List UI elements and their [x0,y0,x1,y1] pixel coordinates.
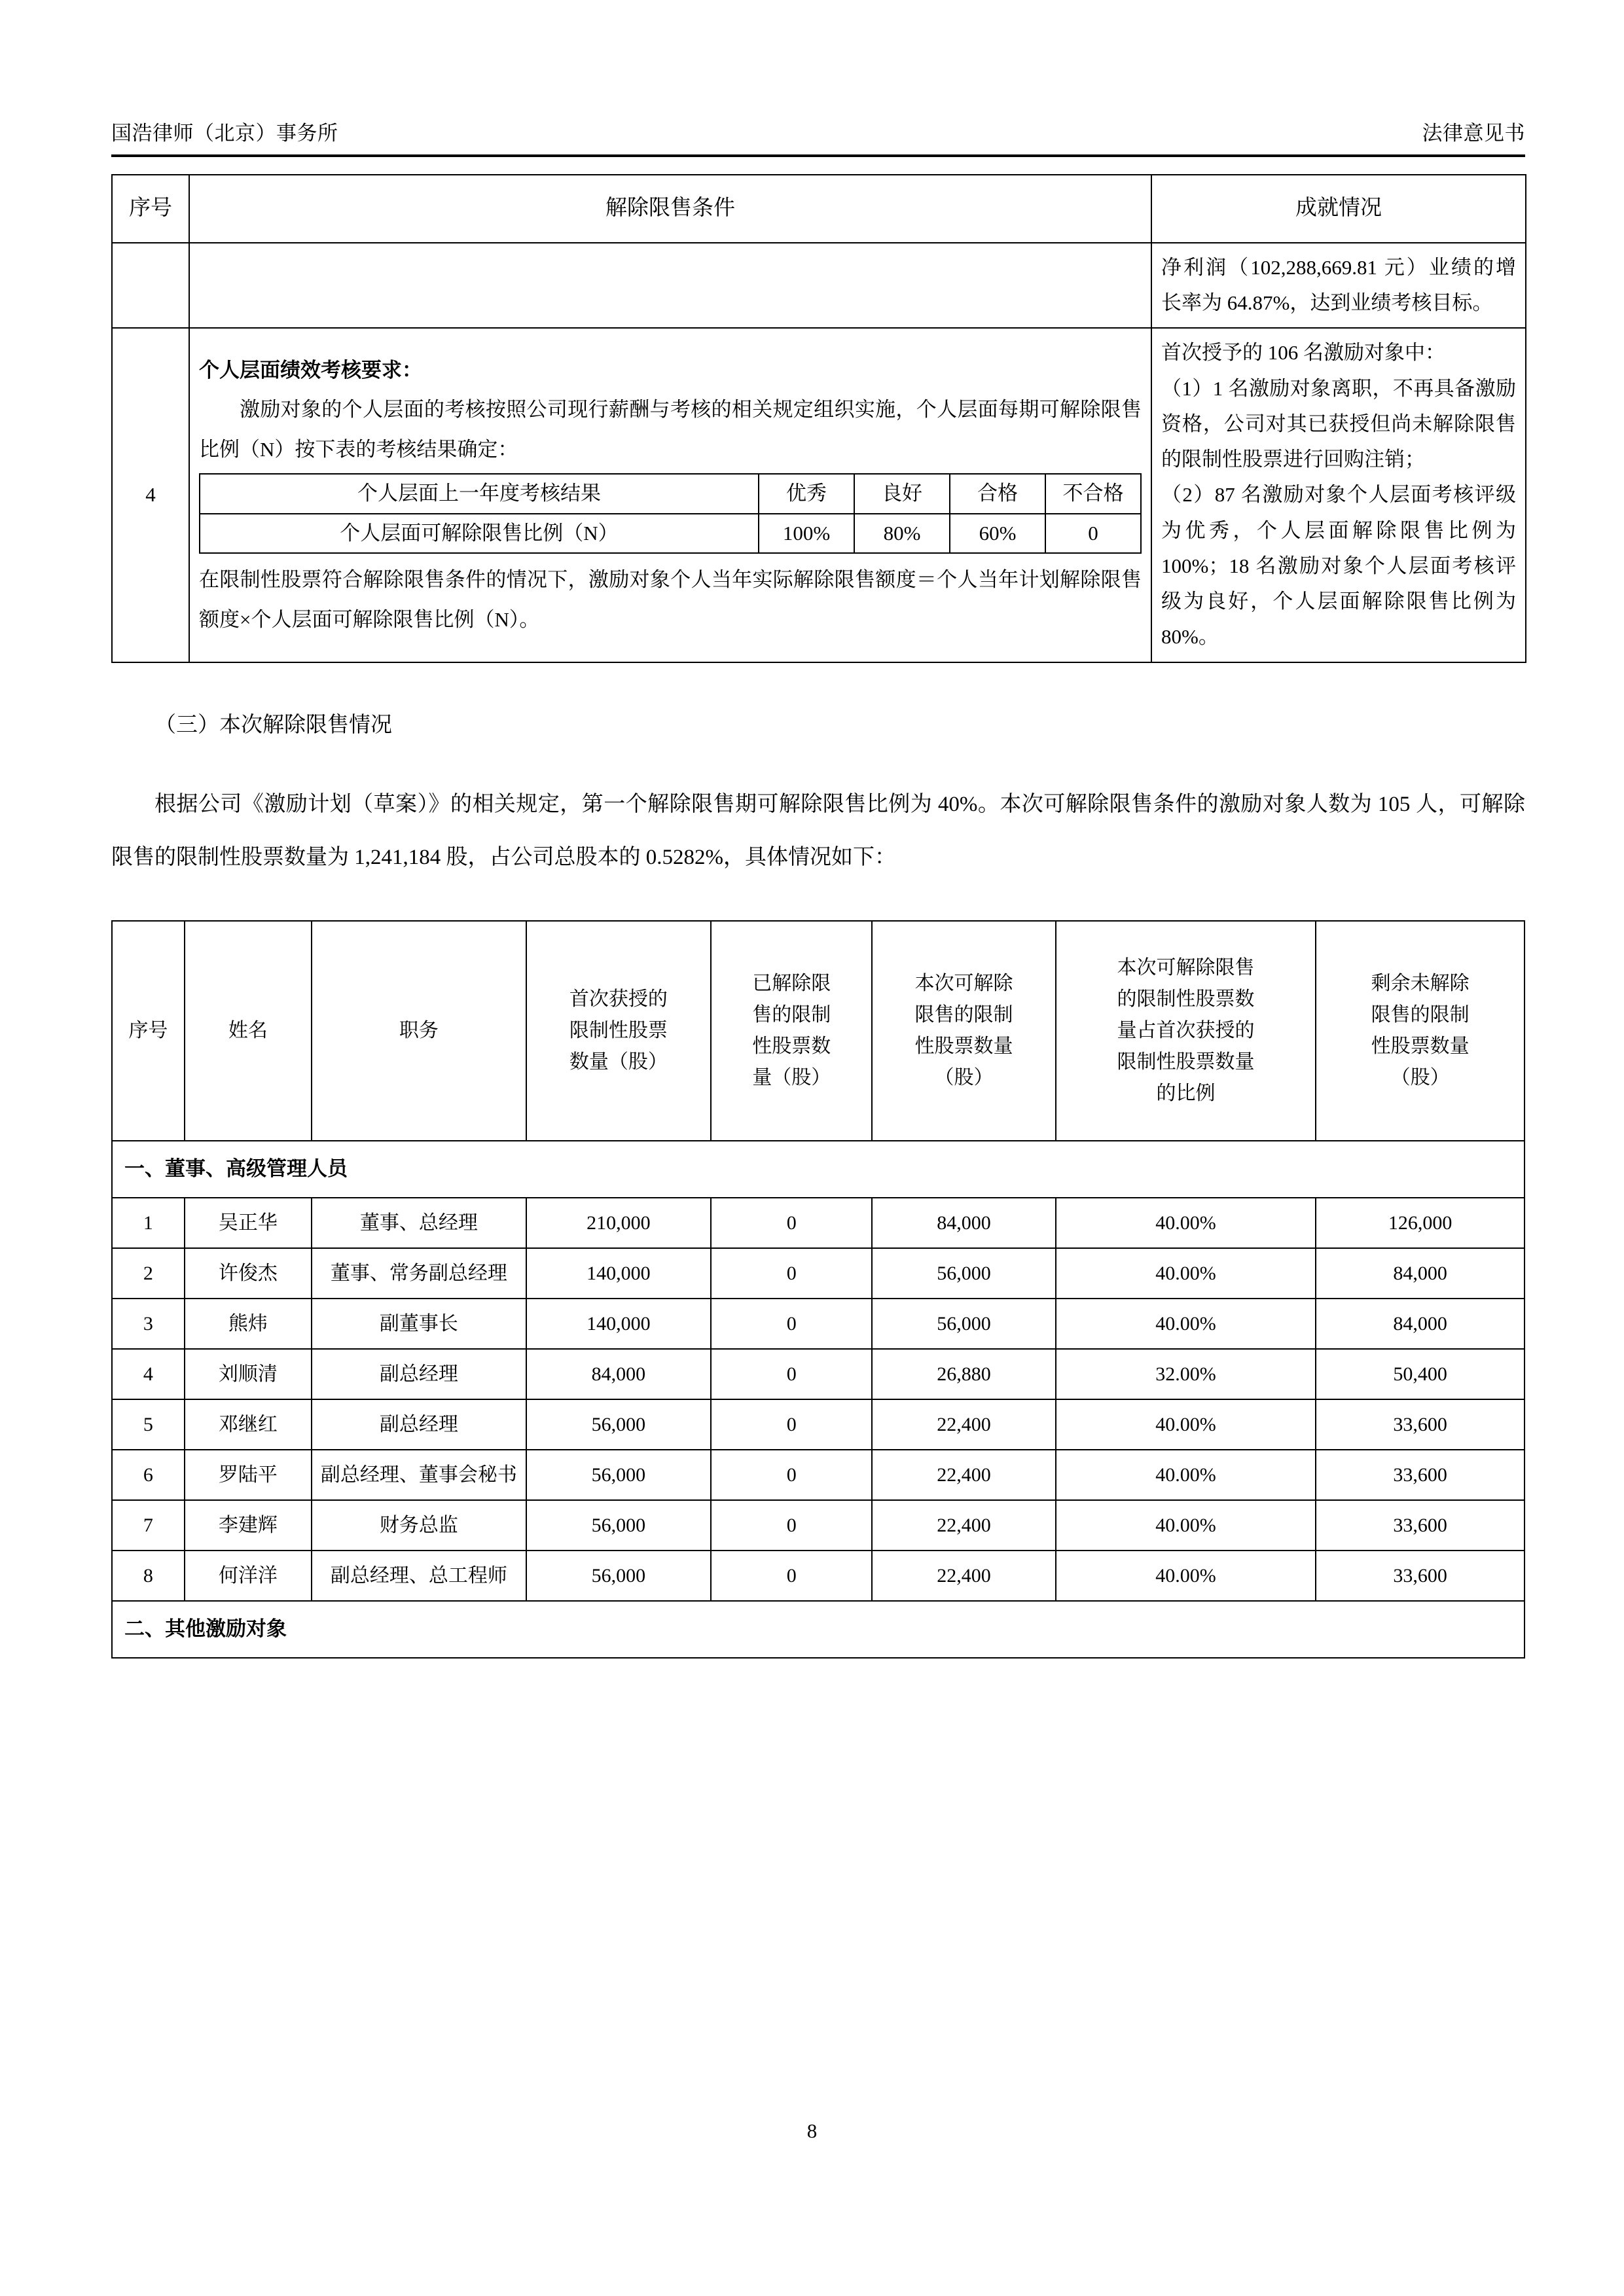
cell-name: 许俊杰 [185,1248,312,1299]
cell-seq: 4 [112,328,189,662]
cell-seq: 7 [112,1500,185,1551]
cell-ratio: 40.00% [1056,1198,1316,1248]
cell-granted: 56,000 [526,1551,711,1601]
col-header-status: 成就情况 [1151,175,1526,243]
cell-title: 财务总监 [312,1500,526,1551]
cell-remaining: 33,600 [1316,1399,1525,1450]
cell-title: 副总经理 [312,1399,526,1450]
cell-current: 22,400 [872,1500,1055,1551]
cell-ratio: 32.00% [1056,1349,1316,1399]
cell-remaining: 50,400 [1316,1349,1525,1399]
cell-current: 22,400 [872,1551,1055,1601]
cell-name: 吴正华 [185,1198,312,1248]
cell-current: 26,880 [872,1349,1055,1399]
table-row [112,1500,1525,1551]
cell-name: 李建辉 [185,1500,312,1551]
cell-released: 0 [711,1450,872,1500]
cell-remaining: 126,000 [1316,1198,1525,1248]
cell-condition [189,243,1151,329]
table-row [112,1198,1525,1248]
cell-remaining: 33,600 [1316,1551,1525,1601]
unlock-holders-table [111,920,1525,1658]
inner-cell-grade: 不合格 [1045,474,1141,514]
firm-name: 国浩律师（北京）事务所 [111,122,338,145]
status-line-0: 首次授予的 106 名激励对象中： [1161,341,1445,365]
cell-seq: 1 [112,1198,185,1248]
document-type: 法律意见书 [1422,122,1525,145]
cell-title: 副总经理 [312,1349,526,1399]
col-header-current: 本次可解除 限售的限制 性股票数量 （股） [872,921,1055,1141]
running-header [111,121,1525,145]
cell-title: 副总经理、总工程师 [312,1551,526,1601]
inner-cell-ratio: 80% [854,514,950,554]
section-heading: （三）本次解除限售情况 [154,713,392,737]
cell-granted: 84,000 [526,1349,711,1399]
cell-remaining: 84,000 [1316,1299,1525,1349]
inner-cell-ratio: 0 [1045,514,1141,554]
condition-title: 个人层面绩效考核要求： [199,358,422,382]
cell-ratio: 40.00% [1056,1450,1316,1500]
cell-seq [112,243,189,329]
condition-paragraph-2: 在限制性股票符合解除限售条件的情况下，激励对象个人当年实际解除限售额度＝个人当年计划解除限售额度×个人层面可解除限售比例（N）。 [199,568,1142,631]
header-divider [111,154,1525,157]
cell-granted: 56,000 [526,1450,711,1500]
cell-status [1151,328,1526,662]
cell-ratio: 40.00% [1056,1399,1316,1450]
status-line-1: （1）1 名激励对象离职，不再具备激励资格，公司对其已获授但尚未解除限售的限制性股票进行回购注销； [1161,376,1516,471]
cell-current: 56,000 [872,1299,1055,1349]
condition-paragraph-1: 激励对象的个人层面的考核按照公司现行薪酬与考核的相关规定组织实施，个人层面每期可解除限售比例（N）按下表的考核结果确定： [199,398,1142,461]
cell-name: 刘顺清 [185,1349,312,1399]
cell-name: 邓继红 [185,1399,312,1450]
group-label: 二、其他激励对象 [112,1601,1525,1658]
cell-title: 董事、总经理 [312,1198,526,1248]
unlock-conditions-table [111,174,1526,663]
cell-seq: 3 [112,1299,185,1349]
table-row [112,1450,1525,1500]
cell-title: 副总经理、董事会秘书 [312,1450,526,1500]
cell-seq: 2 [112,1248,185,1299]
table-row [112,1399,1525,1450]
col-header-seq: 序号 [112,175,189,243]
col-header-condition: 解除限售条件 [189,175,1151,243]
cell-ratio: 40.00% [1056,1299,1316,1349]
cell-title: 副董事长 [312,1299,526,1349]
cell-status: 净利润（102,288,669.81 元）业绩的增长率为 64.87%，达到业绩考核目标。 [1151,243,1526,329]
cell-granted: 210,000 [526,1198,711,1248]
inner-row-label: 个人层面可解除限售比例（N） [200,514,759,554]
group-label: 一、董事、高级管理人员 [112,1141,1525,1198]
cell-current: 22,400 [872,1399,1055,1450]
table-row [112,1248,1525,1299]
cell-ratio: 40.00% [1056,1500,1316,1551]
cell-released: 0 [711,1500,872,1551]
cell-ratio: 40.00% [1056,1248,1316,1299]
col-header-remaining: 剩余未解除 限售的限制 性股票数量 （股） [1316,921,1525,1141]
cell-remaining: 33,600 [1316,1450,1525,1500]
cell-granted: 56,000 [526,1500,711,1551]
cell-current: 84,000 [872,1198,1055,1248]
cell-seq: 4 [112,1349,185,1399]
cell-released: 0 [711,1248,872,1299]
inner-cell-grade: 优秀 [759,474,854,514]
table-row [112,1299,1525,1349]
cell-ratio: 40.00% [1056,1551,1316,1601]
table-row [112,328,1526,662]
cell-name: 熊炜 [185,1299,312,1349]
group-heading-row [112,1601,1525,1658]
cell-granted: 140,000 [526,1299,711,1349]
page-number: 8 [806,2119,818,2142]
cell-released: 0 [711,1399,872,1450]
col-header-granted: 首次获授的 限制性股票 数量（股） [526,921,711,1141]
cell-released: 0 [711,1349,872,1399]
table-row [112,1349,1525,1399]
inner-cell-ratio: 100% [759,514,854,554]
cell-current: 56,000 [872,1248,1055,1299]
cell-seq: 8 [112,1551,185,1601]
status-line-2: （2）87 名激励对象个人层面考核评级为优秀，个人层面解除限售比例为 100%；18 名激励对象个人层面考核评级为良好，个人层面解除限售比例为 80%。 [1161,483,1516,649]
inner-table-row [200,474,1141,514]
cell-released: 0 [711,1299,872,1349]
cell-remaining: 33,600 [1316,1500,1525,1551]
col-header-name: 姓名 [185,921,312,1141]
cell-name: 罗陆平 [185,1450,312,1500]
inner-table-row [200,514,1141,554]
inner-cell-grade: 良好 [854,474,950,514]
col-header-released: 已解除限 售的限制 性股票数 量（股） [711,921,872,1141]
inner-row-label: 个人层面上一年度考核结果 [200,474,759,514]
cell-name: 何洋洋 [185,1551,312,1601]
appraisal-ratio-table [199,473,1142,554]
col-header-seq: 序号 [112,921,185,1141]
cell-title: 董事、常务副总经理 [312,1248,526,1299]
cell-current: 22,400 [872,1450,1055,1500]
section-paragraph: 根据公司《激励计划（草案）》的相关规定，第一个解除限售期可解除限售比例为 40%。本次可解除限售条件的激励对象人数为 105 人，可解除限售的限制性股票数量为 1,241,184 股，占公司总股本的 0.5282%，具体情况如下： [111,792,1525,869]
inner-cell-grade: 合格 [950,474,1045,514]
table-row [112,243,1526,329]
table-row [112,1551,1525,1601]
table-header-row [112,175,1526,243]
cell-granted: 140,000 [526,1248,711,1299]
col-header-ratio: 本次可解除限售 的限制性股票数 量占首次获授的 限制性股票数量 的比例 [1056,921,1316,1141]
cell-remaining: 84,000 [1316,1248,1525,1299]
group-heading-row [112,1141,1525,1198]
table-header-row [112,921,1525,1141]
inner-cell-ratio: 60% [950,514,1045,554]
cell-granted: 56,000 [526,1399,711,1450]
cell-released: 0 [711,1551,872,1601]
cell-released: 0 [711,1198,872,1248]
cell-condition [189,328,1151,662]
page-content [111,0,1525,1659]
cell-seq: 6 [112,1450,185,1500]
col-header-title: 职务 [312,921,526,1141]
cell-seq: 5 [112,1399,185,1450]
